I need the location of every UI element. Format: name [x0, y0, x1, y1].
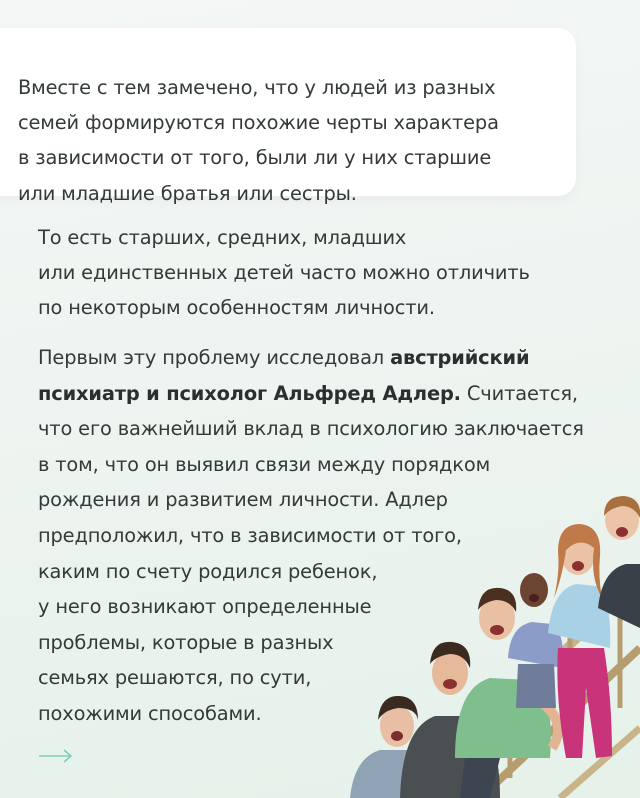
- para3-line-10: семьях решаются, по сути,: [38, 666, 312, 690]
- para3-line-6: предположил, что в зависимости от того,: [38, 523, 462, 547]
- highlight-card: [0, 28, 576, 205]
- arrow-right-icon[interactable]: [38, 746, 74, 766]
- para3-line-5: рождения и развитием личности. Адлер: [38, 488, 448, 512]
- para3-line-1-normal: Первым эту проблему исследовал: [38, 346, 391, 369]
- para3-line-2-normal: Считается,: [460, 381, 578, 405]
- para2-line-3: по некоторым особенностям личности.: [38, 296, 435, 320]
- para3-line-2-bold: психиатр и психолог Альфред Адлер.: [38, 381, 461, 405]
- card-line-3: в зависимости от того, были ли у них старшие: [18, 146, 492, 170]
- paragraph-birth-order: [38, 220, 530, 326]
- para3-line-3: что его важнейший вклад в психологию заключается: [38, 417, 584, 441]
- card-line-2: семей формируются похожие черты характера: [18, 111, 499, 135]
- para3-line-1: [38, 340, 584, 376]
- card-line-1: Вместе с тем замечено, что у людей из разных: [18, 76, 496, 99]
- para3-line-4: в том, что он выявил связи между порядком: [38, 452, 491, 476]
- para3-line-2: [38, 376, 584, 412]
- para3-line-8: у него возникают определенные: [38, 595, 372, 619]
- para3-line-11: похожими способами.: [38, 701, 262, 725]
- para3-line-9: проблемы, которые в разных: [38, 630, 334, 654]
- para2-line-1: То есть старших, средних, младших: [38, 226, 407, 249]
- family-photo: [340, 458, 640, 798]
- para3-line-7: каким по счету родился ребенок,: [38, 559, 378, 583]
- para2-line-2: или единственных детей часто можно отличить: [38, 261, 530, 285]
- person-boy-top: [598, 496, 640, 628]
- para3-line-1-bold: австрийский: [390, 346, 530, 369]
- card-text: [18, 70, 538, 211]
- card-line-4: или младшие братья или сестры.: [18, 181, 357, 205]
